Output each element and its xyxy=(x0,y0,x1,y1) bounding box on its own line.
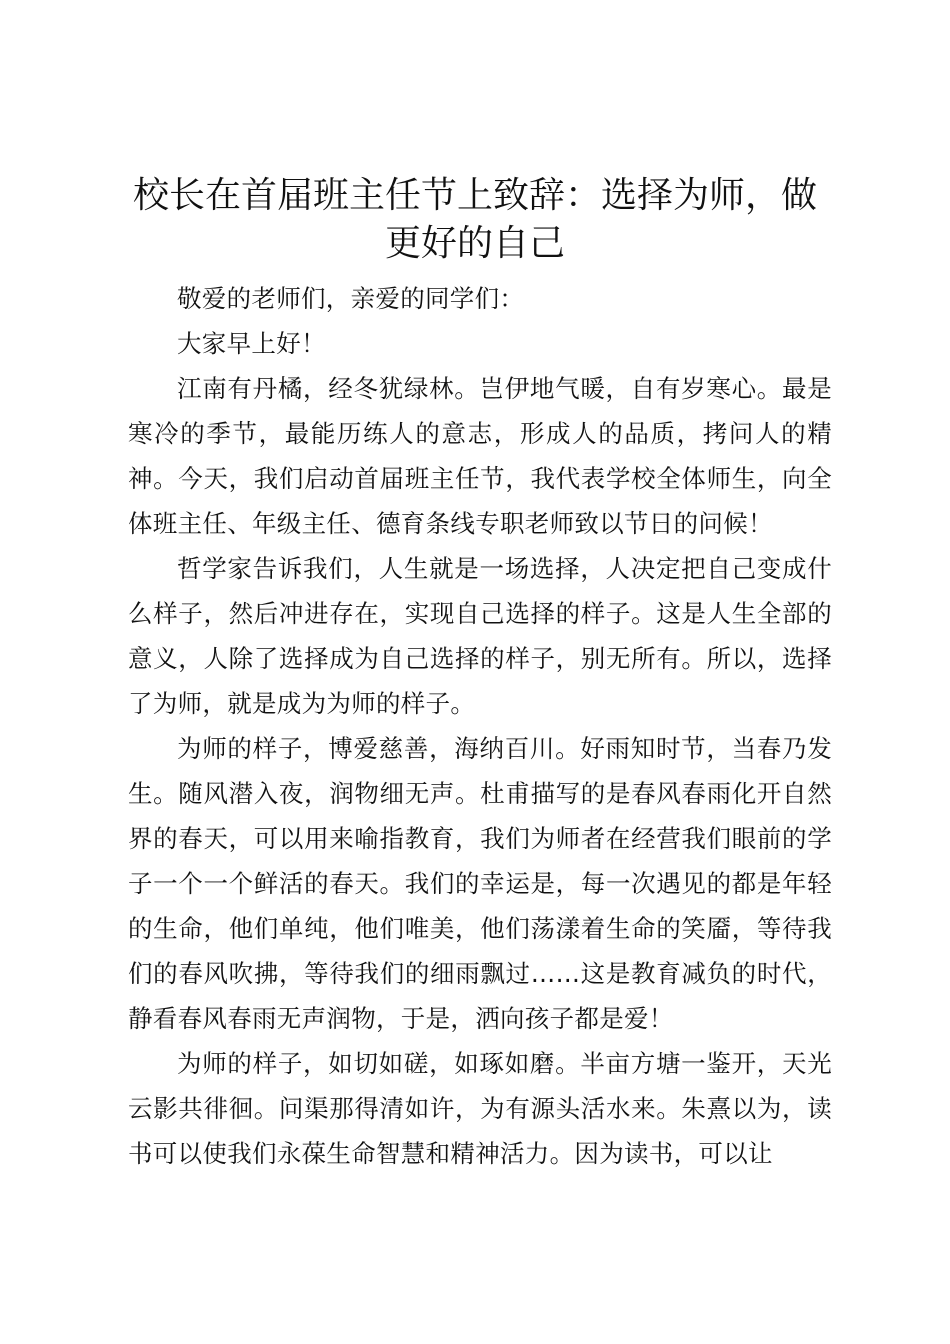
body-paragraph: 哲学家告诉我们，人生就是一场选择，人决定把自己变成什么样子，然后冲进存在，实现自己选择的样子。这是人生全部的意义，人除了选择成为自己选择的样子，别无所有。所以，选择了为师，就是成为为师的样子。 xyxy=(128,554,832,718)
document-title: 校长在首届班主任节上致辞：选择为师，做更好的自己 xyxy=(132,175,817,264)
body-paragraph: 为师的样子，博爱慈善，海纳百川。好雨知时节，当春乃发生。随风潜入夜，润物细无声。杜甫描写的是春风春雨化开自然界的春天，可以用来喻指教育，我们为师者在经营我们眼前的学子一个一个鲜活的春天。我们的幸运是，每一次遇见的都是年轻的生命，他们单纯，他们唯美，他们荡漾着生命的笑靥，等待我们的春风吹拂，等待我们的细雨飘过……这是教育减负的时代，静看春风春雨无声润物，于是，洒向孩子都是爱！ xyxy=(128,734,832,1033)
document-body xyxy=(128,276,832,1176)
salutation-paragraph: 敬爱的老师们，亲爱的同学们： xyxy=(177,284,525,313)
body-paragraph: 为师的样子，如切如磋，如琢如磨。半亩方塘一鉴开，天光云影共徘徊。问渠那得清如许，为有源头活水来。朱熹以为，读书可以使我们永葆生命智慧和精神活力。因为读书，可以让 xyxy=(128,1049,832,1168)
body-paragraph: 江南有丹橘，经冬犹绿林。岂伊地气暖，自有岁寒心。最是寒冷的季节，最能历练人的意志，形成人的品质，拷问人的精神。今天，我们启动首届班主任节，我代表学校全体师生，向全体班主任、年级主任、德育条线专职老师致以节日的问候！ xyxy=(128,374,832,538)
greeting-paragraph: 大家早上好！ xyxy=(177,329,326,358)
